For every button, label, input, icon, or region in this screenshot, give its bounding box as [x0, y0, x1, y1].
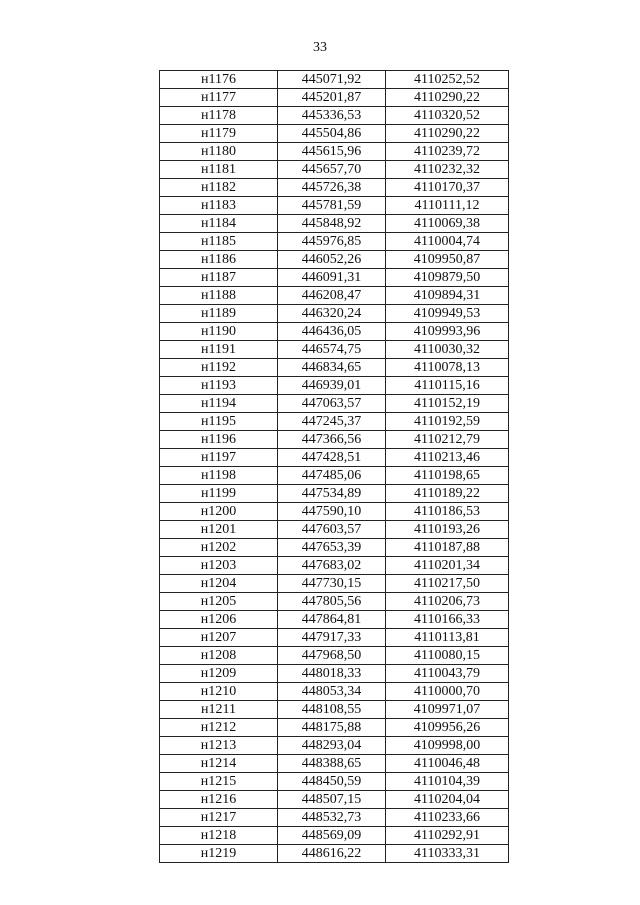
- point-id-cell: н1213: [160, 737, 278, 755]
- point-id-cell: н1217: [160, 809, 278, 827]
- x-coordinate-cell: 447864,81: [278, 611, 386, 629]
- point-id-cell: н1203: [160, 557, 278, 575]
- y-coordinate-cell: 4110166,33: [386, 611, 509, 629]
- point-id-cell: н1184: [160, 215, 278, 233]
- y-coordinate-cell: 4110290,22: [386, 89, 509, 107]
- x-coordinate-cell: 445201,87: [278, 89, 386, 107]
- y-coordinate-cell: 4110232,32: [386, 161, 509, 179]
- point-id-cell: н1206: [160, 611, 278, 629]
- point-id-cell: н1181: [160, 161, 278, 179]
- x-coordinate-cell: 445726,38: [278, 179, 386, 197]
- point-id-cell: н1201: [160, 521, 278, 539]
- y-coordinate-cell: 4110078,13: [386, 359, 509, 377]
- y-coordinate-cell: 4109998,00: [386, 737, 509, 755]
- x-coordinate-cell: 447366,56: [278, 431, 386, 449]
- x-coordinate-cell: 448507,15: [278, 791, 386, 809]
- y-coordinate-cell: 4110292,91: [386, 827, 509, 845]
- table-row: [160, 107, 509, 125]
- table-row: [160, 773, 509, 791]
- y-coordinate-cell: 4109956,26: [386, 719, 509, 737]
- x-coordinate-cell: 447805,56: [278, 593, 386, 611]
- x-coordinate-cell: 448018,33: [278, 665, 386, 683]
- y-coordinate-cell: 4110193,26: [386, 521, 509, 539]
- y-coordinate-cell: 4110170,37: [386, 179, 509, 197]
- x-coordinate-cell: 445781,59: [278, 197, 386, 215]
- point-id-cell: н1183: [160, 197, 278, 215]
- table-row: [160, 647, 509, 665]
- y-coordinate-cell: 4110320,52: [386, 107, 509, 125]
- y-coordinate-cell: 4110104,39: [386, 773, 509, 791]
- y-coordinate-cell: 4110233,66: [386, 809, 509, 827]
- point-id-cell: н1218: [160, 827, 278, 845]
- table-row: [160, 251, 509, 269]
- point-id-cell: н1195: [160, 413, 278, 431]
- y-coordinate-cell: 4110212,79: [386, 431, 509, 449]
- table-row: [160, 125, 509, 143]
- x-coordinate-cell: 445336,53: [278, 107, 386, 125]
- y-coordinate-cell: 4109879,50: [386, 269, 509, 287]
- table-row: [160, 611, 509, 629]
- x-coordinate-cell: 445071,92: [278, 71, 386, 89]
- point-id-cell: н1196: [160, 431, 278, 449]
- y-coordinate-cell: 4110111,12: [386, 197, 509, 215]
- y-coordinate-cell: 4110189,22: [386, 485, 509, 503]
- table-row: [160, 161, 509, 179]
- x-coordinate-cell: 448175,88: [278, 719, 386, 737]
- point-id-cell: н1191: [160, 341, 278, 359]
- y-coordinate-cell: 4110187,88: [386, 539, 509, 557]
- x-coordinate-cell: 447968,50: [278, 647, 386, 665]
- point-id-cell: н1197: [160, 449, 278, 467]
- x-coordinate-cell: 447683,02: [278, 557, 386, 575]
- x-coordinate-cell: 446574,75: [278, 341, 386, 359]
- y-coordinate-cell: 4110113,81: [386, 629, 509, 647]
- point-id-cell: н1179: [160, 125, 278, 143]
- table-row: [160, 89, 509, 107]
- y-coordinate-cell: 4110217,50: [386, 575, 509, 593]
- x-coordinate-cell: 448293,04: [278, 737, 386, 755]
- y-coordinate-cell: 4110252,52: [386, 71, 509, 89]
- table-row: [160, 233, 509, 251]
- point-id-cell: н1194: [160, 395, 278, 413]
- y-coordinate-cell: 4109949,53: [386, 305, 509, 323]
- table-row: [160, 629, 509, 647]
- table-row: [160, 341, 509, 359]
- table-row: [160, 719, 509, 737]
- x-coordinate-cell: 447917,33: [278, 629, 386, 647]
- x-coordinate-cell: 447245,37: [278, 413, 386, 431]
- x-coordinate-cell: 447590,10: [278, 503, 386, 521]
- x-coordinate-cell: 445504,86: [278, 125, 386, 143]
- x-coordinate-cell: 446834,65: [278, 359, 386, 377]
- point-id-cell: н1211: [160, 701, 278, 719]
- y-coordinate-cell: 4109950,87: [386, 251, 509, 269]
- y-coordinate-cell: 4110069,38: [386, 215, 509, 233]
- x-coordinate-cell: 446091,31: [278, 269, 386, 287]
- point-id-cell: н1192: [160, 359, 278, 377]
- x-coordinate-cell: 448053,34: [278, 683, 386, 701]
- point-id-cell: н1209: [160, 665, 278, 683]
- x-coordinate-cell: 446052,26: [278, 251, 386, 269]
- table-row: [160, 755, 509, 773]
- y-coordinate-cell: 4110115,16: [386, 377, 509, 395]
- table-row: [160, 521, 509, 539]
- x-coordinate-cell: 447428,51: [278, 449, 386, 467]
- point-id-cell: н1199: [160, 485, 278, 503]
- table-row: [160, 413, 509, 431]
- page-number: 33: [313, 40, 327, 55]
- coordinates-table-body: [160, 71, 509, 863]
- table-row: [160, 809, 509, 827]
- point-id-cell: н1188: [160, 287, 278, 305]
- y-coordinate-cell: 4110080,15: [386, 647, 509, 665]
- table-row: [160, 593, 509, 611]
- y-coordinate-cell: 4110043,79: [386, 665, 509, 683]
- table-row: [160, 323, 509, 341]
- table-row: [160, 845, 509, 863]
- x-coordinate-cell: 448616,22: [278, 845, 386, 863]
- y-coordinate-cell: 4109971,07: [386, 701, 509, 719]
- table-row: [160, 377, 509, 395]
- point-id-cell: н1202: [160, 539, 278, 557]
- table-row: [160, 485, 509, 503]
- y-coordinate-cell: 4110204,04: [386, 791, 509, 809]
- point-id-cell: н1210: [160, 683, 278, 701]
- y-coordinate-cell: 4110186,53: [386, 503, 509, 521]
- y-coordinate-cell: 4109894,31: [386, 287, 509, 305]
- y-coordinate-cell: 4110152,19: [386, 395, 509, 413]
- x-coordinate-cell: 447485,06: [278, 467, 386, 485]
- table-row: [160, 395, 509, 413]
- x-coordinate-cell: 447063,57: [278, 395, 386, 413]
- table-row: [160, 557, 509, 575]
- point-id-cell: н1204: [160, 575, 278, 593]
- x-coordinate-cell: 448569,09: [278, 827, 386, 845]
- point-id-cell: н1207: [160, 629, 278, 647]
- x-coordinate-cell: 446320,24: [278, 305, 386, 323]
- table-row: [160, 269, 509, 287]
- x-coordinate-cell: 445848,92: [278, 215, 386, 233]
- table-row: [160, 179, 509, 197]
- x-coordinate-cell: 446939,01: [278, 377, 386, 395]
- point-id-cell: н1178: [160, 107, 278, 125]
- y-coordinate-cell: 4110206,73: [386, 593, 509, 611]
- x-coordinate-cell: 445615,96: [278, 143, 386, 161]
- point-id-cell: н1219: [160, 845, 278, 863]
- table-row: [160, 503, 509, 521]
- point-id-cell: н1180: [160, 143, 278, 161]
- table-row: [160, 359, 509, 377]
- x-coordinate-cell: 448532,73: [278, 809, 386, 827]
- table-row: [160, 449, 509, 467]
- table-row: [160, 683, 509, 701]
- point-id-cell: н1193: [160, 377, 278, 395]
- x-coordinate-cell: 447653,39: [278, 539, 386, 557]
- point-id-cell: н1176: [160, 71, 278, 89]
- x-coordinate-cell: 445976,85: [278, 233, 386, 251]
- point-id-cell: н1208: [160, 647, 278, 665]
- point-id-cell: н1177: [160, 89, 278, 107]
- x-coordinate-cell: 448108,55: [278, 701, 386, 719]
- x-coordinate-cell: 445657,70: [278, 161, 386, 179]
- y-coordinate-cell: 4110239,72: [386, 143, 509, 161]
- y-coordinate-cell: 4110198,65: [386, 467, 509, 485]
- y-coordinate-cell: 4110192,59: [386, 413, 509, 431]
- table-row: [160, 467, 509, 485]
- coordinates-table: [159, 70, 509, 863]
- x-coordinate-cell: 446208,47: [278, 287, 386, 305]
- x-coordinate-cell: 448450,59: [278, 773, 386, 791]
- point-id-cell: н1185: [160, 233, 278, 251]
- x-coordinate-cell: 446436,05: [278, 323, 386, 341]
- table-row: [160, 287, 509, 305]
- y-coordinate-cell: 4110046,48: [386, 755, 509, 773]
- point-id-cell: н1186: [160, 251, 278, 269]
- table-row: [160, 737, 509, 755]
- point-id-cell: н1215: [160, 773, 278, 791]
- y-coordinate-cell: 4110030,32: [386, 341, 509, 359]
- table-row: [160, 791, 509, 809]
- y-coordinate-cell: 4110290,22: [386, 125, 509, 143]
- table-row: [160, 71, 509, 89]
- table-row: [160, 215, 509, 233]
- point-id-cell: н1190: [160, 323, 278, 341]
- y-coordinate-cell: 4110004,74: [386, 233, 509, 251]
- point-id-cell: н1200: [160, 503, 278, 521]
- table-row: [160, 305, 509, 323]
- y-coordinate-cell: 4110213,46: [386, 449, 509, 467]
- table-row: [160, 431, 509, 449]
- table-row: [160, 143, 509, 161]
- point-id-cell: н1205: [160, 593, 278, 611]
- point-id-cell: н1214: [160, 755, 278, 773]
- table-row: [160, 665, 509, 683]
- table-row: [160, 827, 509, 845]
- point-id-cell: н1187: [160, 269, 278, 287]
- table-row: [160, 575, 509, 593]
- y-coordinate-cell: 4110201,34: [386, 557, 509, 575]
- y-coordinate-cell: 4109993,96: [386, 323, 509, 341]
- table-row: [160, 197, 509, 215]
- table-row: [160, 539, 509, 557]
- x-coordinate-cell: 448388,65: [278, 755, 386, 773]
- x-coordinate-cell: 447603,57: [278, 521, 386, 539]
- point-id-cell: н1212: [160, 719, 278, 737]
- point-id-cell: н1182: [160, 179, 278, 197]
- point-id-cell: н1216: [160, 791, 278, 809]
- point-id-cell: н1198: [160, 467, 278, 485]
- y-coordinate-cell: 4110333,31: [386, 845, 509, 863]
- x-coordinate-cell: 447534,89: [278, 485, 386, 503]
- point-id-cell: н1189: [160, 305, 278, 323]
- y-coordinate-cell: 4110000,70: [386, 683, 509, 701]
- x-coordinate-cell: 447730,15: [278, 575, 386, 593]
- table-row: [160, 701, 509, 719]
